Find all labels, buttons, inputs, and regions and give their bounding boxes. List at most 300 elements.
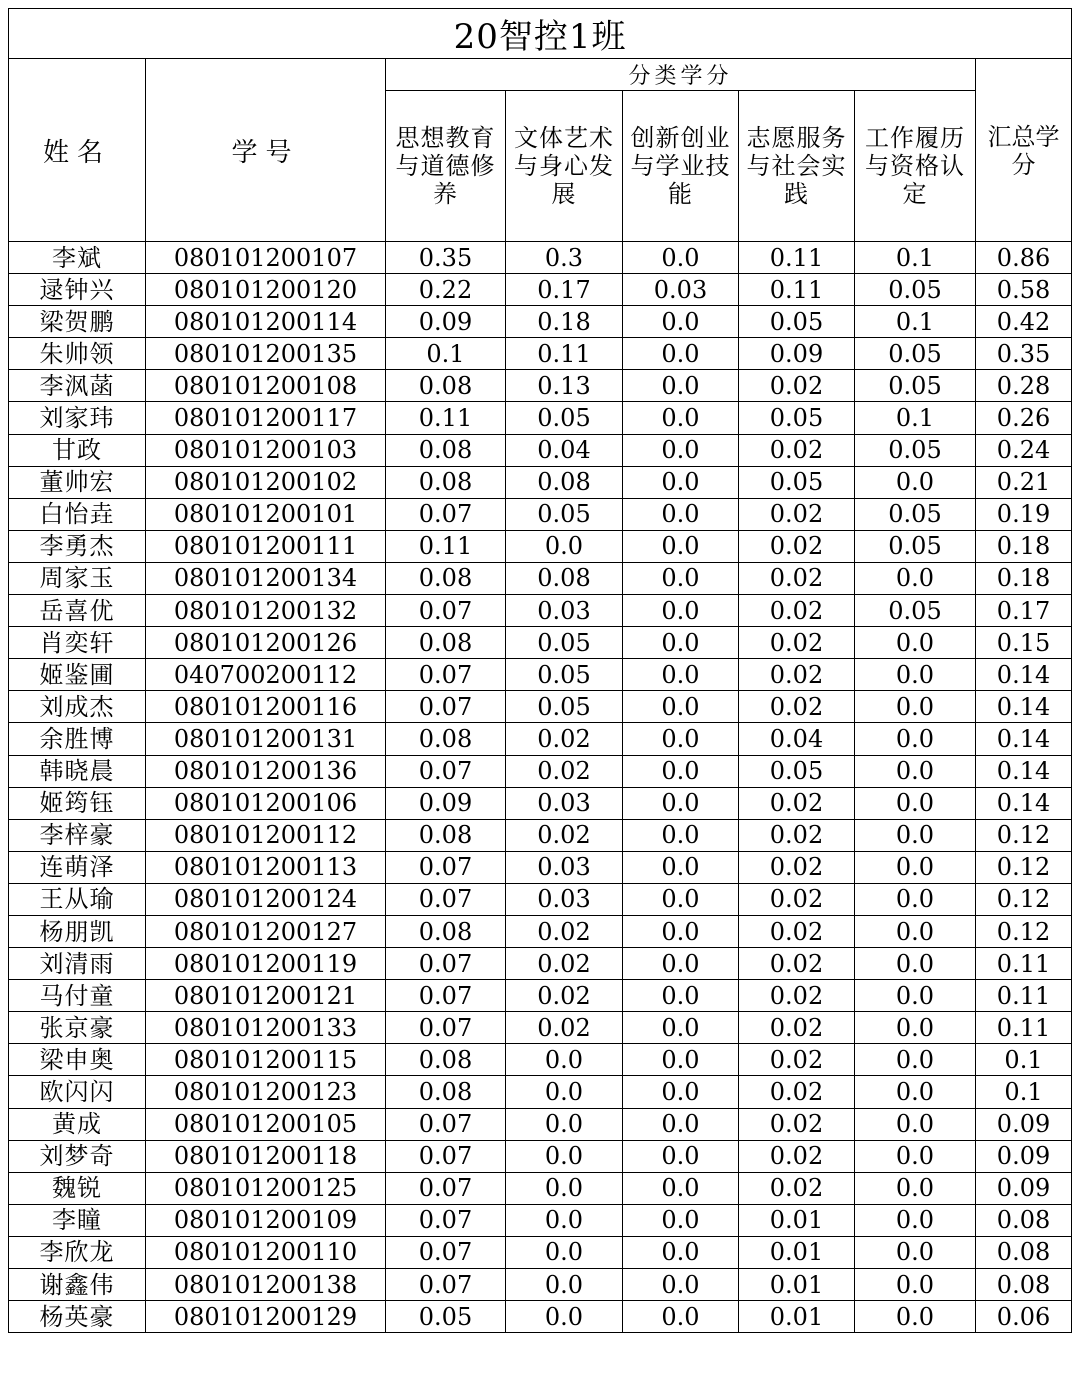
credit-volunteer: 0.02 [739,659,855,691]
student-name: 王从瑜 [9,883,146,915]
student-name: 李沨菡 [9,370,146,402]
credit-total: 0.09 [976,1140,1072,1172]
table-row [9,787,1072,819]
credit-total: 0.58 [976,274,1072,306]
credit-arts: 0.02 [506,915,623,947]
credit-arts: 0.02 [506,1012,623,1044]
credit-moral: 0.08 [386,562,506,594]
credit-total: 0.28 [976,370,1072,402]
student-id: 080101200103 [146,434,386,466]
credit-innovation: 0.0 [623,338,739,370]
credit-moral: 0.08 [386,915,506,947]
credit-volunteer: 0.02 [739,948,855,980]
table-row [9,819,1072,851]
credit-volunteer: 0.02 [739,980,855,1012]
credit-volunteer: 0.05 [739,466,855,498]
header-category-4: 志愿服务与社会实践 [739,91,855,242]
credit-total: 0.18 [976,530,1072,562]
credit-total: 0.15 [976,627,1072,659]
credit-arts: 0.03 [506,595,623,627]
credit-innovation: 0.0 [623,851,739,883]
student-id: 080101200126 [146,627,386,659]
credit-volunteer: 0.01 [739,1236,855,1268]
student-name: 刘清雨 [9,948,146,980]
table-row [9,1044,1072,1076]
credit-innovation: 0.0 [623,1269,739,1301]
table-row [9,434,1072,466]
credit-moral: 0.07 [386,595,506,627]
credit-moral: 0.05 [386,1301,506,1333]
credit-volunteer: 0.02 [739,1012,855,1044]
header-category-group: 分类学分 [386,59,976,91]
credit-arts: 0.02 [506,755,623,787]
credit-total: 0.11 [976,980,1072,1012]
credit-arts: 0.02 [506,723,623,755]
credit-innovation: 0.0 [623,883,739,915]
credit-total: 0.11 [976,1012,1072,1044]
credit-innovation: 0.0 [623,1108,739,1140]
table-row [9,242,1072,274]
table-row [9,948,1072,980]
credit-moral: 0.07 [386,755,506,787]
credit-arts: 0.08 [506,466,623,498]
credit-table [8,8,1072,1333]
credit-work: 0.0 [855,1172,976,1204]
credit-work: 0.05 [855,595,976,627]
credit-total: 0.14 [976,691,1072,723]
credit-moral: 0.11 [386,402,506,434]
student-id: 080101200131 [146,723,386,755]
student-id: 080101200133 [146,1012,386,1044]
credit-innovation: 0.0 [623,1301,739,1333]
student-id: 080101200123 [146,1076,386,1108]
student-id: 080101200125 [146,1172,386,1204]
student-name: 周家玉 [9,562,146,594]
student-id: 080101200127 [146,915,386,947]
table-row [9,980,1072,1012]
credit-moral: 0.07 [386,1012,506,1044]
credit-innovation: 0.0 [623,948,739,980]
credit-total: 0.11 [976,948,1072,980]
table-body [9,242,1072,1333]
credit-work: 0.0 [855,1301,976,1333]
credit-volunteer: 0.02 [739,691,855,723]
student-id: 080101200117 [146,402,386,434]
credit-total: 0.09 [976,1108,1072,1140]
credit-innovation: 0.0 [623,1172,739,1204]
student-name: 韩晓晨 [9,755,146,787]
credit-total: 0.08 [976,1236,1072,1268]
table-row [9,466,1072,498]
credit-moral: 0.08 [386,819,506,851]
student-name: 甘政 [9,434,146,466]
student-name: 杨英豪 [9,1301,146,1333]
credit-innovation: 0.0 [623,562,739,594]
table-row [9,1108,1072,1140]
credit-arts: 0.0 [506,1301,623,1333]
credit-total: 0.14 [976,787,1072,819]
credit-innovation: 0.0 [623,915,739,947]
credit-volunteer: 0.02 [739,915,855,947]
table-row [9,851,1072,883]
student-name: 李勇杰 [9,530,146,562]
credit-moral: 0.07 [386,498,506,530]
student-name: 姬筠钰 [9,787,146,819]
student-id: 080101200138 [146,1269,386,1301]
credit-arts: 0.05 [506,627,623,659]
table-row [9,274,1072,306]
table-row [9,1076,1072,1108]
credit-volunteer: 0.02 [739,595,855,627]
credit-moral: 0.07 [386,1236,506,1268]
student-id: 080101200135 [146,338,386,370]
credit-work: 0.0 [855,562,976,594]
credit-total: 0.09 [976,1172,1072,1204]
student-name: 肖奕轩 [9,627,146,659]
student-name: 刘家玮 [9,402,146,434]
credit-moral: 0.07 [386,1269,506,1301]
credit-total: 0.1 [976,1076,1072,1108]
student-id: 080101200136 [146,755,386,787]
credit-work: 0.0 [855,915,976,947]
credit-volunteer: 0.02 [739,562,855,594]
credit-volunteer: 0.02 [739,370,855,402]
credit-innovation: 0.0 [623,595,739,627]
credit-innovation: 0.0 [623,370,739,402]
credit-arts: 0.03 [506,787,623,819]
header-category-2: 文体艺术与身心发展 [506,91,623,242]
credit-volunteer: 0.02 [739,1140,855,1172]
credit-arts: 0.11 [506,338,623,370]
credit-innovation: 0.0 [623,980,739,1012]
header-category-1: 思想教育与道德修养 [386,91,506,242]
student-id: 080101200129 [146,1301,386,1333]
credit-arts: 0.0 [506,1044,623,1076]
table-row [9,370,1072,402]
student-name: 梁贺鹏 [9,306,146,338]
credit-volunteer: 0.02 [739,819,855,851]
credit-work: 0.1 [855,402,976,434]
student-name: 逯钟兴 [9,274,146,306]
credit-work: 0.0 [855,1236,976,1268]
student-name: 白怡垚 [9,498,146,530]
credit-work: 0.05 [855,434,976,466]
table-row [9,1012,1072,1044]
credit-innovation: 0.0 [623,306,739,338]
student-id: 080101200119 [146,948,386,980]
table-row [9,402,1072,434]
credit-arts: 0.02 [506,948,623,980]
credit-total: 0.17 [976,595,1072,627]
credit-moral: 0.07 [386,948,506,980]
credit-volunteer: 0.02 [739,1044,855,1076]
credit-innovation: 0.0 [623,627,739,659]
credit-moral: 0.07 [386,691,506,723]
student-id: 080101200114 [146,306,386,338]
student-name: 梁申奥 [9,1044,146,1076]
student-id: 080101200109 [146,1204,386,1236]
credit-moral: 0.22 [386,274,506,306]
credit-volunteer: 0.02 [739,1108,855,1140]
credit-work: 0.0 [855,466,976,498]
credit-arts: 0.0 [506,1108,623,1140]
credit-total: 0.18 [976,562,1072,594]
credit-moral: 0.1 [386,338,506,370]
credit-moral: 0.09 [386,306,506,338]
credit-moral: 0.07 [386,980,506,1012]
student-id: 080101200113 [146,851,386,883]
credit-innovation: 0.0 [623,723,739,755]
credit-volunteer: 0.02 [739,1172,855,1204]
credit-work: 0.05 [855,274,976,306]
credit-moral: 0.08 [386,434,506,466]
credit-moral: 0.35 [386,242,506,274]
student-id: 080101200105 [146,1108,386,1140]
credit-total: 0.26 [976,402,1072,434]
student-id: 080101200110 [146,1236,386,1268]
credit-innovation: 0.0 [623,691,739,723]
credit-total: 0.19 [976,498,1072,530]
credit-innovation: 0.0 [623,1140,739,1172]
student-id: 080101200132 [146,595,386,627]
credit-work: 0.05 [855,530,976,562]
table-row [9,530,1072,562]
table-row [9,755,1072,787]
student-id: 080101200112 [146,819,386,851]
credit-volunteer: 0.01 [739,1204,855,1236]
student-name: 李瞳 [9,1204,146,1236]
table-row [9,595,1072,627]
student-name: 李梓豪 [9,819,146,851]
credit-work: 0.0 [855,1076,976,1108]
credit-work: 0.0 [855,1204,976,1236]
table-row [9,723,1072,755]
credit-innovation: 0.0 [623,1236,739,1268]
credit-arts: 0.17 [506,274,623,306]
credit-arts: 0.08 [506,562,623,594]
credit-innovation: 0.0 [623,755,739,787]
credit-volunteer: 0.09 [739,338,855,370]
credit-arts: 0.0 [506,530,623,562]
credit-arts: 0.0 [506,1204,623,1236]
credit-arts: 0.05 [506,691,623,723]
credit-moral: 0.07 [386,1204,506,1236]
credit-volunteer: 0.02 [739,1076,855,1108]
credit-total: 0.12 [976,819,1072,851]
credit-volunteer: 0.02 [739,883,855,915]
credit-arts: 0.05 [506,659,623,691]
credit-innovation: 0.0 [623,1044,739,1076]
credit-work: 0.0 [855,980,976,1012]
credit-innovation: 0.03 [623,274,739,306]
credit-volunteer: 0.04 [739,723,855,755]
credit-total: 0.14 [976,659,1072,691]
credit-volunteer: 0.05 [739,306,855,338]
credit-innovation: 0.0 [623,1204,739,1236]
credit-innovation: 0.0 [623,530,739,562]
credit-volunteer: 0.01 [739,1301,855,1333]
credit-innovation: 0.0 [623,659,739,691]
student-id: 080101200115 [146,1044,386,1076]
credit-moral: 0.07 [386,1108,506,1140]
credit-moral: 0.07 [386,851,506,883]
credit-moral: 0.08 [386,370,506,402]
student-name: 连萌泽 [9,851,146,883]
credit-work: 0.0 [855,627,976,659]
credit-moral: 0.07 [386,659,506,691]
credit-arts: 0.0 [506,1076,623,1108]
credit-volunteer: 0.02 [739,787,855,819]
credit-total: 0.1 [976,1044,1072,1076]
credit-total: 0.06 [976,1301,1072,1333]
credit-work: 0.05 [855,370,976,402]
credit-total: 0.08 [976,1269,1072,1301]
credit-total: 0.12 [976,851,1072,883]
credit-work: 0.0 [855,1012,976,1044]
credit-total: 0.14 [976,723,1072,755]
student-id: 080101200106 [146,787,386,819]
table-row [9,883,1072,915]
credit-work: 0.0 [855,659,976,691]
credit-work: 0.0 [855,691,976,723]
table-row [9,915,1072,947]
student-name: 姬鉴圃 [9,659,146,691]
credit-total: 0.12 [976,915,1072,947]
header-name: 姓名 [9,59,146,242]
student-id: 080101200102 [146,466,386,498]
table-row [9,1204,1072,1236]
credit-arts: 0.05 [506,402,623,434]
header-category-3: 创新创业与学业技能 [623,91,739,242]
credit-volunteer: 0.05 [739,755,855,787]
credit-moral: 0.07 [386,883,506,915]
credit-arts: 0.3 [506,242,623,274]
table-row [9,691,1072,723]
student-id: 080101200101 [146,498,386,530]
credit-volunteer: 0.11 [739,274,855,306]
credit-work: 0.1 [855,242,976,274]
student-name: 张京豪 [9,1012,146,1044]
student-id: 080101200116 [146,691,386,723]
credit-arts: 0.02 [506,819,623,851]
table-row [9,562,1072,594]
credit-work: 0.0 [855,723,976,755]
student-id: 080101200120 [146,274,386,306]
table-row [9,338,1072,370]
credit-moral: 0.09 [386,787,506,819]
credit-innovation: 0.0 [623,1012,739,1044]
credit-arts: 0.04 [506,434,623,466]
credit-total: 0.12 [976,883,1072,915]
credit-work: 0.0 [855,1140,976,1172]
credit-arts: 0.05 [506,498,623,530]
header-student-id: 学号 [146,59,386,242]
student-name: 岳喜优 [9,595,146,627]
student-name: 谢鑫伟 [9,1269,146,1301]
credit-moral: 0.08 [386,466,506,498]
credit-moral: 0.07 [386,1140,506,1172]
student-name: 刘梦奇 [9,1140,146,1172]
credit-volunteer: 0.05 [739,402,855,434]
credit-arts: 0.02 [506,980,623,1012]
credit-arts: 0.0 [506,1236,623,1268]
student-name: 刘成杰 [9,691,146,723]
student-name: 欧闪闪 [9,1076,146,1108]
credit-work: 0.0 [855,1044,976,1076]
credit-total: 0.42 [976,306,1072,338]
credit-arts: 0.03 [506,851,623,883]
table-row [9,498,1072,530]
credit-innovation: 0.0 [623,498,739,530]
credit-volunteer: 0.02 [739,498,855,530]
student-name: 魏锐 [9,1172,146,1204]
credit-innovation: 0.0 [623,434,739,466]
credit-arts: 0.0 [506,1140,623,1172]
student-name: 余胜博 [9,723,146,755]
credit-volunteer: 0.11 [739,242,855,274]
credit-innovation: 0.0 [623,402,739,434]
student-id: 080101200124 [146,883,386,915]
student-name: 李欣龙 [9,1236,146,1268]
student-id: 080101200107 [146,242,386,274]
credit-volunteer: 0.02 [739,627,855,659]
credit-total: 0.21 [976,466,1072,498]
credit-innovation: 0.0 [623,787,739,819]
credit-total: 0.14 [976,755,1072,787]
credit-moral: 0.11 [386,530,506,562]
credit-work: 0.0 [855,755,976,787]
student-name: 朱帅领 [9,338,146,370]
credit-work: 0.1 [855,306,976,338]
credit-total: 0.08 [976,1204,1072,1236]
table-row [9,627,1072,659]
credit-volunteer: 0.02 [739,851,855,883]
student-name: 杨朋凯 [9,915,146,947]
credit-innovation: 0.0 [623,466,739,498]
credit-arts: 0.13 [506,370,623,402]
credit-arts: 0.0 [506,1172,623,1204]
header-category-5: 工作履历与资格认定 [855,91,976,242]
table-row [9,1269,1072,1301]
student-id: 080101200118 [146,1140,386,1172]
credit-volunteer: 0.02 [739,530,855,562]
credit-arts: 0.18 [506,306,623,338]
table-row [9,659,1072,691]
student-id: 080101200134 [146,562,386,594]
credit-work: 0.0 [855,1108,976,1140]
student-name: 黄成 [9,1108,146,1140]
table-row [9,1301,1072,1333]
credit-work: 0.0 [855,851,976,883]
credit-moral: 0.08 [386,627,506,659]
credit-work: 0.0 [855,819,976,851]
student-name: 李斌 [9,242,146,274]
credit-work: 0.0 [855,883,976,915]
student-name: 马付童 [9,980,146,1012]
student-name: 董帅宏 [9,466,146,498]
credit-innovation: 0.0 [623,819,739,851]
student-id: 080101200121 [146,980,386,1012]
credit-moral: 0.07 [386,1172,506,1204]
table-row [9,1172,1072,1204]
credit-arts: 0.0 [506,1269,623,1301]
student-id: 080101200108 [146,370,386,402]
credit-arts: 0.03 [506,883,623,915]
student-id: 040700200112 [146,659,386,691]
table-row [9,1236,1072,1268]
credit-total: 0.35 [976,338,1072,370]
credit-innovation: 0.0 [623,1076,739,1108]
